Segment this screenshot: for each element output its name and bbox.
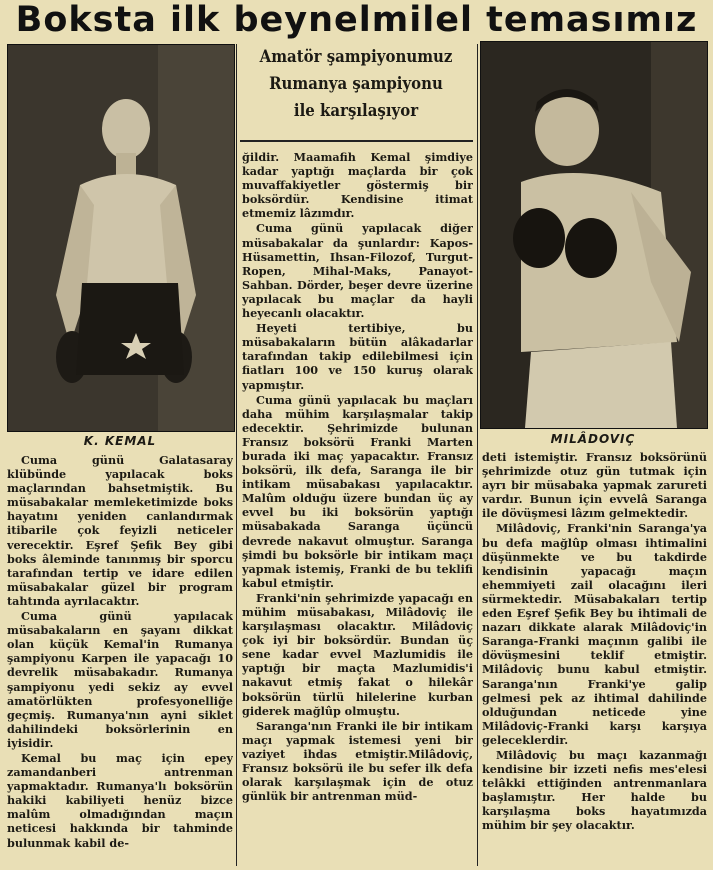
subheadline: [252, 44, 460, 125]
paragraph: Franki'nin şehrimizde yapacağı en mühim müsabakası, Milâdoviç ile karşılaşması olacaktır. Milâdoviç çok iyi bir boksördür. Bundan üç sene kadar evvel Mazlumidis ile yaptığı bir maçta Mazlumidis'i nakavut etmiş fakat o hilekâr boksörün türlü hilelerine kurban giderek mağlûp olmuştu.: [242, 590, 473, 718]
article-column-left: [7, 453, 233, 867]
caption-miladovic: MILÂDOVIÇ: [550, 432, 636, 446]
paragraph: Cuma günü yapılacak bu maçları daha mühim karşılaşmalar takip edecektir. Şehrimizde bulunan Fransız boksörü Franki Marten burada iki maç yapacaktır. Fransız boksörü, ilk defa, Saranga ile bir intikam müsabakası yapılacaktır. Malûm olduğu üzere bundan üç ay evvel bu iki boksörün yaptığı müsabakada Saranga üçüncü devrede nakavut olmuştur. Saranga şimdi bu boksörle bir intikam maçı yapmak istemiş, Franki de bu teklifi kabul etmiştir.: [242, 392, 473, 590]
paragraph: Kemal bu maç için epey zamandanberi antrenman yapmaktadır. Rumanya'lı boksörün hakiki kabiliyeti henüz bizce malûm olmadığından maçın neticesi hakkında bir tahminde bulunmak kabil de-: [7, 750, 233, 850]
paragraph: deti istemiştir. Fransız boksörünü şehrimizde otuz gün tutmak için ayrı bir müsabaka yapmak zarureti vardır. Bunun için evvelâ Saranga ile dövüşmesi lâzım gelmektedir.: [482, 450, 707, 521]
paragraph: Heyeti tertibiye, bu müsabakaların bütün alâkadarlar tarafından takip edilebilmesi için fiatları 100 ve 150 kuruş olarak yapmıştır.: [242, 321, 473, 392]
paragraph: Milâdoviç bu maçı kazanmağı kendisine bir izzeti nefis mes'elesi telâkki ettiğinden antrenmanlara başlamıştır. Her halde bu karşılaşma boks hayatımızda mühim bir şey olacaktır.: [482, 747, 707, 833]
photo-miladovic: [480, 41, 708, 429]
paragraph: Milâdoviç, Franki'nin Saranga'ya bu defa mağlûp olması ihtimalini düşünmekte ve bu takdirde kendisinin yapacağı maçın ehemmiyeti zail olacağını ileri sürmektedir. Müsabakaları tertip eden Eşref Şefik Bey bu ihtimali de nazarı dikkate alarak Milâdoviç'in Saranga-Franki maçının galibi ile dövüşmesini teklif etmiştir. Milâdoviç bunu kabul etmiştir. Saranga'nın Franki'ye galip gelmesi pek az ihtimal dahilinde olduğundan neticede yine Milâdoviç-Franki karşı karşıya geleceklerdir.: [482, 521, 707, 747]
paragraph: Saranga'nın Franki ile bir intikam maçı yapmak istemesi yeni bir vaziyet ihdas etmiştir.Milâdoviç, Fransız boksörü ile bu sefer ilk defa olarak karşılaşmak için de otuz günlük bir antrenman müd-: [242, 718, 473, 804]
boxer-illustration: [481, 42, 707, 428]
paragraph: ğildir. Maamafih Kemal şimdiye kadar yaptığı maçlarda bir çok muvaffakiyetler göstermiş bir boksördür. Kendisine itimat etmemiz lâzımdır.: [242, 150, 473, 221]
photo-kemal: [7, 44, 235, 432]
article-column-right: [482, 450, 707, 867]
boxer-illustration: [8, 45, 234, 431]
subhead-line: ile karşılaşıyor: [293, 101, 419, 121]
paragraph: Cuma günü yapılacak müsabakaların en şayanı dikkat olan küçük Kemal'in Rumanya şampiyonu Karpen ile yapacağı 10 devrelik müsabakadır. Rumanya şampiyonu yedi sekiz ay evvel amatörlükten profesyonelliğe geçmiş. Rumanya'nın ayni siklet dahilindeki boksörlerinin en iyisidir.: [7, 609, 233, 750]
subhead-rule: [240, 140, 473, 142]
headline: Boksta ilk beynelmilel temasımız: [15, 0, 698, 40]
article-column-middle: [242, 150, 473, 867]
column-rule: [236, 44, 237, 866]
caption-kemal: K. KEMAL: [83, 434, 157, 448]
paragraph: Cuma günü Galatasaray klübünde yapılacak boks maçlarından bahsetmiştik. Bu müsabakalar memleketimizde boks hayatını yeniden canlandırmak itibarile çok feyizli neticeler verecektir. Eşref Şefik Bey gibi boks âleminde tanınmış bir sporcu tarafından tertip ve idare edilen müsabakalar güzel bir program tahtında ayrılacaktır.: [7, 453, 233, 608]
column-rule: [477, 44, 478, 866]
subhead-line: Amatör şampiyonumuz: [259, 47, 453, 67]
paragraph: Cuma günü yapılacak diğer müsabakalar da şunlardır: Kapos-Hüsamettin, Ihsan-Filozof, Turgut-Ropen, Mihal-Maks, Panayot-Sahban. Dörder, beşer devre üzerine yapılacak bu maçlar da hayli heyecanlı olacaktır.: [242, 221, 473, 321]
subhead-line: Rumanya şampiyonu: [269, 74, 443, 94]
